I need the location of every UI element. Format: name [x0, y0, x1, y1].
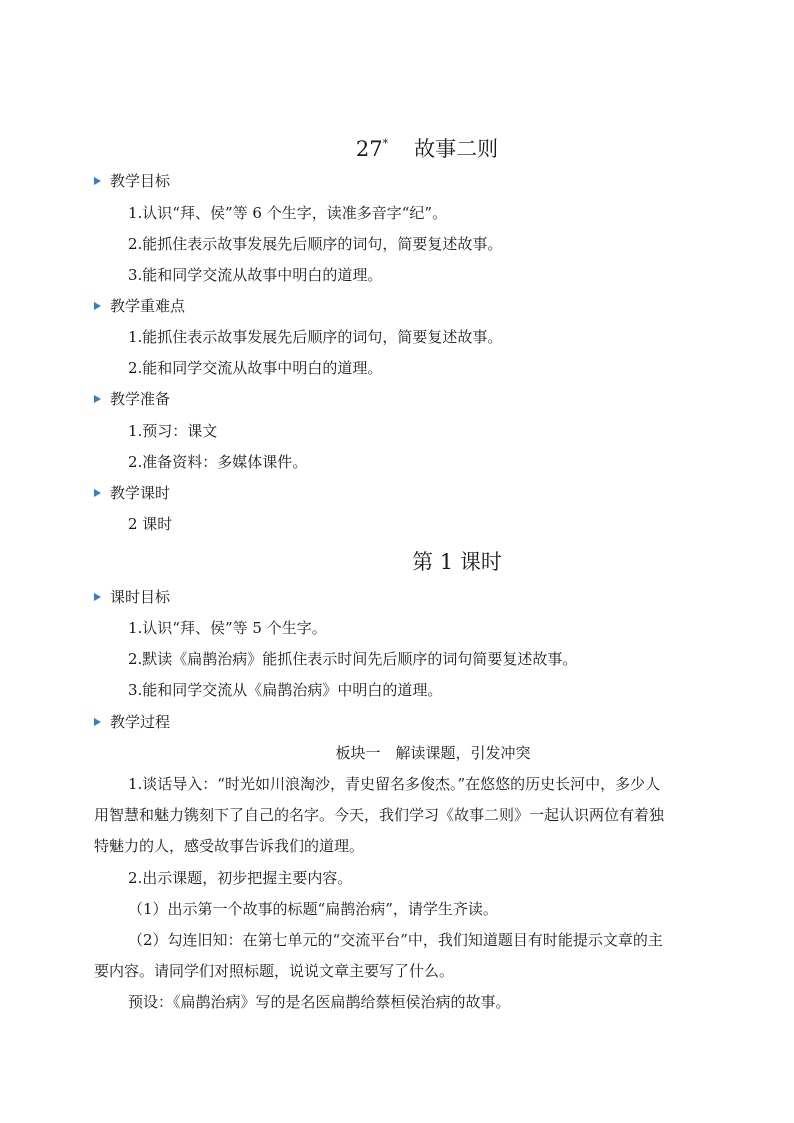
- section-heading-goals: 教学目标: [94, 171, 170, 191]
- lesson-goal-item: 3.能和同学交流从《扁鹊治病》中明白的道理。: [128, 681, 443, 699]
- triangle-bullet-icon: [94, 489, 101, 497]
- body-paragraph-line: （1）出示第一个故事的标题“扁鹊治病”，请学生齐读。: [128, 900, 498, 918]
- block-title: 板块一 解读课题，引发冲突: [335, 744, 531, 762]
- section-heading-preparation: 教学准备: [94, 389, 170, 409]
- lesson-goal-item: 2.默读《扁鹊治病》能抓住表示时间先后顺序的词句简要复述故事。: [128, 650, 578, 668]
- lesson-name: 故事二则: [414, 137, 499, 161]
- triangle-bullet-icon: [94, 395, 101, 403]
- triangle-bullet-icon: [94, 302, 101, 310]
- section-heading-periods: 教学课时: [94, 483, 170, 503]
- body-paragraph-line: 2.出示课题，初步把握主要内容。: [128, 869, 353, 887]
- key-point-item: 1.能抓住表示故事发展先后顺序的词句，简要复述故事。: [128, 328, 503, 346]
- body-paragraph-line: 1.谈话导入：“时光如川浪淘沙，青史留名多俊杰。”在悠悠的历史长河中，多少人: [128, 775, 661, 793]
- goal-item: 3.能和同学交流从故事中明白的道理。: [128, 266, 383, 284]
- goal-item: 1.认识“拜、侯”等 6 个生字，读准多音字“纪”。: [128, 204, 448, 222]
- key-point-item: 2.能和同学交流从故事中明白的道理。: [128, 359, 383, 377]
- body-paragraph-line: （2）勾连旧知：在第七单元的“交流平台”中，我们知道题目有时能提示文章的主: [128, 931, 663, 949]
- lesson-goal-item: 1.认识“拜、侯”等 5 个生字。: [128, 619, 327, 637]
- body-paragraph-line: 要内容。请同学们对照标题，说说文章主要写了什么。: [94, 962, 455, 980]
- body-paragraph-line: 用智慧和魅力镌刻下了自己的名字。今天，我们学习《故事二则》一起认识两位有着独: [94, 806, 665, 824]
- optional-mark: *: [382, 137, 389, 150]
- goal-item: 2.能抓住表示故事发展先后顺序的词句，简要复述故事。: [128, 235, 503, 253]
- body-paragraph-line: 预设：《扁鹊治病》写的是名医扁鹊给蔡桓侯治病的故事。: [128, 993, 511, 1011]
- lesson-number: 27: [355, 137, 383, 161]
- preparation-item: 2.准备资料：多媒体课件。: [128, 453, 308, 471]
- periods-item: 2 课时: [128, 515, 173, 533]
- triangle-bullet-icon: [94, 718, 101, 726]
- page-title: [0, 130, 794, 163]
- section-heading-key-points: 教学重难点: [94, 296, 185, 316]
- preparation-item: 1.预习：课文: [128, 422, 218, 440]
- triangle-bullet-icon: [94, 177, 101, 185]
- lesson-period-title: 第 1 课时: [412, 550, 502, 574]
- section-heading-lesson-goals: 课时目标: [94, 587, 170, 607]
- body-paragraph-line: 特魅力的人，感受故事告诉我们的道理。: [94, 837, 365, 855]
- triangle-bullet-icon: [94, 593, 101, 601]
- section-heading-process: 教学过程: [94, 712, 170, 732]
